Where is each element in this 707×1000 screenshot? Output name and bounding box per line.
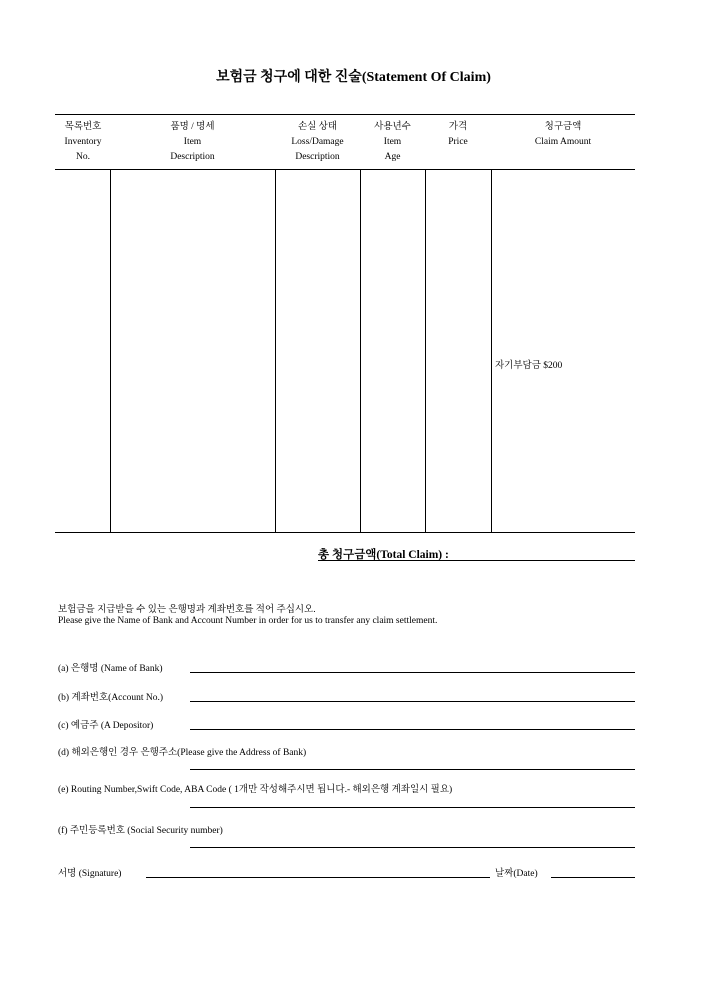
header-en: Description <box>170 152 215 162</box>
bank-address-label: (d) 해외은행인 경우 은행주소(Please give the Address of Bank) <box>58 748 307 758</box>
column-header-age <box>360 120 425 165</box>
signature-field[interactable] <box>146 877 490 878</box>
instructions-en: Please give the Name of Bank and Account Number in order for us to transfer any claim settlement. <box>58 616 438 626</box>
header-ko: 품명 / 명세 <box>170 122 215 132</box>
signature-label: 서명 (Signature) <box>58 869 122 879</box>
column-divider <box>110 169 111 532</box>
header-en: Item <box>383 137 402 147</box>
total-claim-label: 총 청구금액(Total Claim) : <box>318 549 449 561</box>
routing-field[interactable] <box>190 807 635 808</box>
column-divider <box>425 169 426 532</box>
column-header-inventory <box>55 120 111 165</box>
header-en: Claim Amount <box>534 137 592 147</box>
header-en: Loss/Damage <box>291 137 344 147</box>
bank-name-field[interactable] <box>190 672 635 673</box>
header-ko: 사용년수 <box>374 122 411 132</box>
header-en: Description <box>295 152 340 162</box>
date-field[interactable] <box>551 877 635 878</box>
header-ko: 손실 상태 <box>297 122 338 132</box>
table-top-border <box>55 114 635 115</box>
bank-address-field[interactable] <box>190 769 635 770</box>
header-ko: 가격 <box>448 122 468 132</box>
header-ko: 청구금액 <box>544 122 582 132</box>
account-no-label: (b) 계좌번호(Account No.) <box>58 693 164 703</box>
header-en: Price <box>448 137 468 147</box>
ssn-label: (f) 주민등록번호 (Social Security number) <box>58 826 223 836</box>
deductible-note: 자기부담금 $200 <box>495 361 563 371</box>
bank-name-label: (a) 은행명 (Name of Bank) <box>58 664 163 674</box>
column-divider <box>491 169 492 532</box>
depositor-field[interactable] <box>190 729 635 730</box>
page-title: 보험금 청구에 대한 진술(Statement Of Claim) <box>216 70 491 85</box>
header-en: Inventory <box>64 137 102 147</box>
table-bottom-border <box>55 532 635 533</box>
column-divider <box>360 169 361 532</box>
column-header-claim <box>491 120 635 150</box>
header-ko: 목록번호 <box>64 122 102 132</box>
date-label: 날짜(Date) <box>495 869 538 879</box>
column-header-item <box>110 120 275 165</box>
routing-label: (e) Routing Number,Swift Code, ABA Code ( 1개만 작성해주시면 됩니다.- 해외은행 계좌일시 필요) <box>58 785 453 795</box>
total-claim-line[interactable] <box>318 560 635 561</box>
depositor-label: (c) 예금주 (A Depositor) <box>58 721 154 731</box>
ssn-field[interactable] <box>190 847 635 848</box>
table-header-divider <box>55 169 635 170</box>
column-header-loss <box>275 120 360 165</box>
header-en: No. <box>76 152 90 162</box>
header-en: Item <box>183 137 202 147</box>
account-no-field[interactable] <box>190 701 635 702</box>
header-en: Age <box>384 152 401 162</box>
instructions-ko: 보험금을 지급받을 수 있는 은행명과 계좌번호를 적어 주십시오. <box>58 605 316 615</box>
column-divider <box>275 169 276 532</box>
column-header-price <box>425 120 491 150</box>
